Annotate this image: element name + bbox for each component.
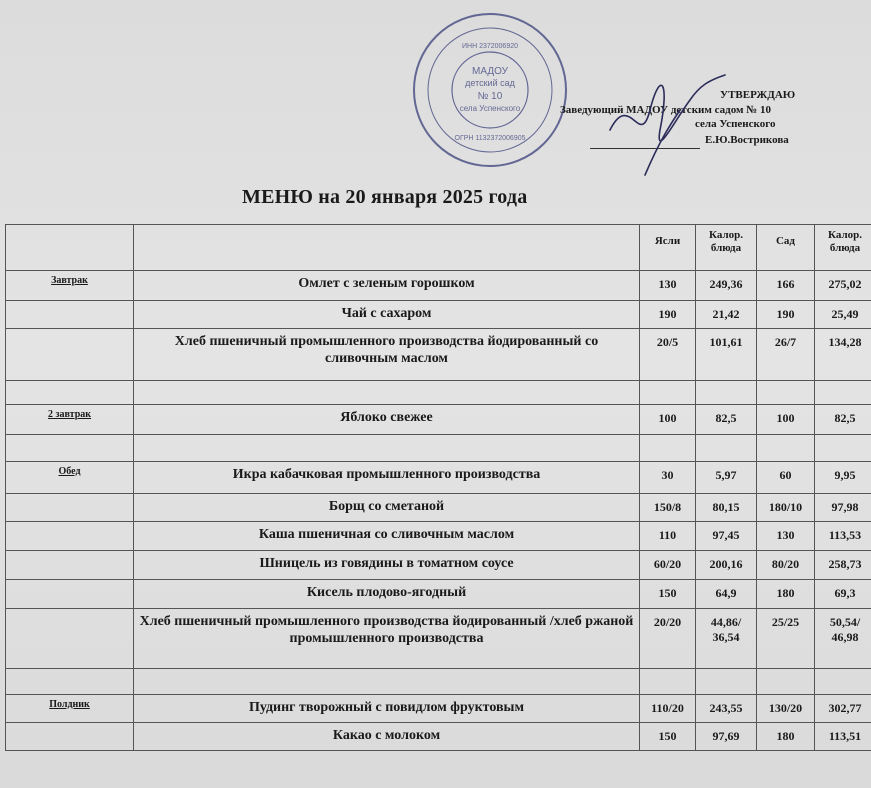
table-header-row	[6, 225, 871, 271]
portion-nursery-cell: 30	[640, 462, 696, 494]
calories-kindergarten-cell: 113,51	[815, 723, 871, 751]
stamp-inn: ИНН 2372006920	[461, 43, 519, 50]
stamp-line-2: детский сад	[465, 78, 515, 88]
calories-kindergarten-cell	[815, 669, 871, 695]
approval-title: УТВЕРЖДАЮ	[720, 89, 796, 101]
header-cell-calories-kindergarten: Калор. блюда	[815, 225, 871, 271]
portion-kindergarten-cell	[757, 381, 815, 405]
dish-name-cell: Шницель из говядины в томатном соусе	[134, 551, 640, 580]
portion-nursery-cell: 110/20	[640, 695, 696, 723]
table-row	[6, 435, 871, 462]
meal-section-cell: 2 завтрак	[6, 405, 134, 435]
approval-name: Е.Ю.Вострикова	[705, 134, 789, 146]
portion-nursery-cell: 100	[640, 405, 696, 435]
table-row	[6, 301, 871, 329]
calories-kindergarten-cell: 275,02	[815, 271, 871, 301]
portion-nursery-cell: 60/20	[640, 551, 696, 580]
portion-kindergarten-cell: 190	[757, 301, 815, 329]
table-row	[6, 522, 871, 551]
portion-nursery-cell: 20/5	[640, 329, 696, 381]
calories-nursery-cell: 101,61	[696, 329, 757, 381]
table-row	[6, 723, 871, 751]
stamp-line-3: № 10	[477, 91, 503, 102]
header-cell-nursery: Ясли	[640, 225, 696, 271]
portion-nursery-cell	[640, 435, 696, 462]
table-row	[6, 580, 871, 609]
portion-kindergarten-cell: 130/20	[757, 695, 815, 723]
portion-kindergarten-cell	[757, 435, 815, 462]
portion-kindergarten-cell: 166	[757, 271, 815, 301]
calories-nursery-cell	[696, 381, 757, 405]
portion-nursery-cell: 190	[640, 301, 696, 329]
table-row	[6, 462, 871, 494]
calories-nursery-cell: 80,15	[696, 494, 757, 522]
meal-section-cell: Завтрак	[6, 271, 134, 301]
meal-section-cell	[6, 669, 134, 695]
calories-nursery-cell: 64,9	[696, 580, 757, 609]
meal-section-cell	[6, 723, 134, 751]
portion-nursery-cell	[640, 381, 696, 405]
dish-name-cell: Пудинг творожный с повидлом фруктовым	[134, 695, 640, 723]
calories-nursery-cell: 97,45	[696, 522, 757, 551]
stamp-line-4: села Успенского	[459, 104, 521, 113]
calories-kindergarten-cell: 50,54/ 46,98	[815, 609, 871, 669]
portion-kindergarten-cell	[757, 669, 815, 695]
approval-position: Заведующий МАДОУ детским садом № 10	[560, 104, 772, 116]
portion-nursery-cell: 130	[640, 271, 696, 301]
header-cell	[134, 225, 640, 271]
portion-kindergarten-cell: 180/10	[757, 494, 815, 522]
portion-nursery-cell: 150	[640, 580, 696, 609]
menu-table	[5, 224, 871, 751]
dish-name-cell: Хлеб пшеничный промышленного производства йодированный /хлеб ржаной промышленного производства	[134, 609, 640, 669]
meal-section-cell	[6, 522, 134, 551]
header-cell-calories-nursery: Калор. блюда	[696, 225, 757, 271]
stamp-line-1: МАДОУ	[471, 66, 509, 77]
dish-name-cell: Какао с молоком	[134, 723, 640, 751]
calories-nursery-cell: 5,97	[696, 462, 757, 494]
page-title: МЕНЮ на 20 января 2025 года	[242, 186, 528, 208]
calories-nursery-cell: 243,55	[696, 695, 757, 723]
meal-section-cell	[6, 551, 134, 580]
calories-nursery-cell: 249,36	[696, 271, 757, 301]
meal-section-cell	[6, 609, 134, 669]
dish-name-cell: Кисель плодово-ягодный	[134, 580, 640, 609]
approval-village: села Успенского	[695, 118, 776, 130]
round-stamp-seal	[410, 10, 570, 170]
portion-nursery-cell: 150/8	[640, 494, 696, 522]
table-row	[6, 271, 871, 301]
calories-kindergarten-cell: 82,5	[815, 405, 871, 435]
table-row	[6, 609, 871, 669]
stamp-ogrn: ОГРН 1132372006905	[454, 135, 526, 142]
dish-name-cell	[134, 435, 640, 462]
dish-name-cell	[134, 381, 640, 405]
calories-nursery-cell: 82,5	[696, 405, 757, 435]
calories-nursery-cell: 44,86/ 36,54	[696, 609, 757, 669]
calories-kindergarten-cell: 97,98	[815, 494, 871, 522]
dish-name-cell: Каша пшеничная со сливочным маслом	[134, 522, 640, 551]
calories-kindergarten-cell: 258,73	[815, 551, 871, 580]
calories-kindergarten-cell: 69,3	[815, 580, 871, 609]
table-row	[6, 329, 871, 381]
portion-kindergarten-cell: 130	[757, 522, 815, 551]
meal-section-cell	[6, 381, 134, 405]
meal-section-cell	[6, 494, 134, 522]
meal-section-cell	[6, 301, 134, 329]
portion-kindergarten-cell: 180	[757, 723, 815, 751]
handwritten-signature	[600, 70, 740, 180]
portion-nursery-cell: 110	[640, 522, 696, 551]
meal-section-cell: Обед	[6, 462, 134, 494]
table-row	[6, 405, 871, 435]
calories-kindergarten-cell: 113,53	[815, 522, 871, 551]
calories-nursery-cell	[696, 435, 757, 462]
portion-kindergarten-cell: 80/20	[757, 551, 815, 580]
meal-section-cell: Полдник	[6, 695, 134, 723]
dish-name-cell: Борщ со сметаной	[134, 494, 640, 522]
calories-kindergarten-cell	[815, 435, 871, 462]
calories-kindergarten-cell: 9,95	[815, 462, 871, 494]
portion-kindergarten-cell: 60	[757, 462, 815, 494]
meal-section-cell	[6, 435, 134, 462]
calories-nursery-cell	[696, 669, 757, 695]
dish-name-cell: Омлет с зеленым горошком	[134, 271, 640, 301]
dish-name-cell: Икра кабачковая промышленного производства	[134, 462, 640, 494]
portion-kindergarten-cell: 26/7	[757, 329, 815, 381]
portion-nursery-cell	[640, 669, 696, 695]
meal-section-cell	[6, 580, 134, 609]
dish-name-cell: Хлеб пшеничный промышленного производства йодированный со сливочным маслом	[134, 329, 640, 381]
header-cell-kindergarten: Сад	[757, 225, 815, 271]
calories-nursery-cell: 21,42	[696, 301, 757, 329]
table-row	[6, 551, 871, 580]
dish-name-cell: Чай с сахаром	[134, 301, 640, 329]
portion-nursery-cell: 20/20	[640, 609, 696, 669]
table-row	[6, 494, 871, 522]
portion-kindergarten-cell: 180	[757, 580, 815, 609]
calories-kindergarten-cell	[815, 381, 871, 405]
calories-nursery-cell: 200,16	[696, 551, 757, 580]
calories-kindergarten-cell: 134,28	[815, 329, 871, 381]
table-row	[6, 381, 871, 405]
table-row	[6, 695, 871, 723]
dish-name-cell	[134, 669, 640, 695]
table-row	[6, 669, 871, 695]
portion-kindergarten-cell: 25/25	[757, 609, 815, 669]
portion-kindergarten-cell: 100	[757, 405, 815, 435]
header-cell	[6, 225, 134, 271]
calories-nursery-cell: 97,69	[696, 723, 757, 751]
calories-kindergarten-cell: 302,77	[815, 695, 871, 723]
calories-kindergarten-cell: 25,49	[815, 301, 871, 329]
dish-name-cell: Яблоко свежее	[134, 405, 640, 435]
meal-section-cell	[6, 329, 134, 381]
portion-nursery-cell: 150	[640, 723, 696, 751]
